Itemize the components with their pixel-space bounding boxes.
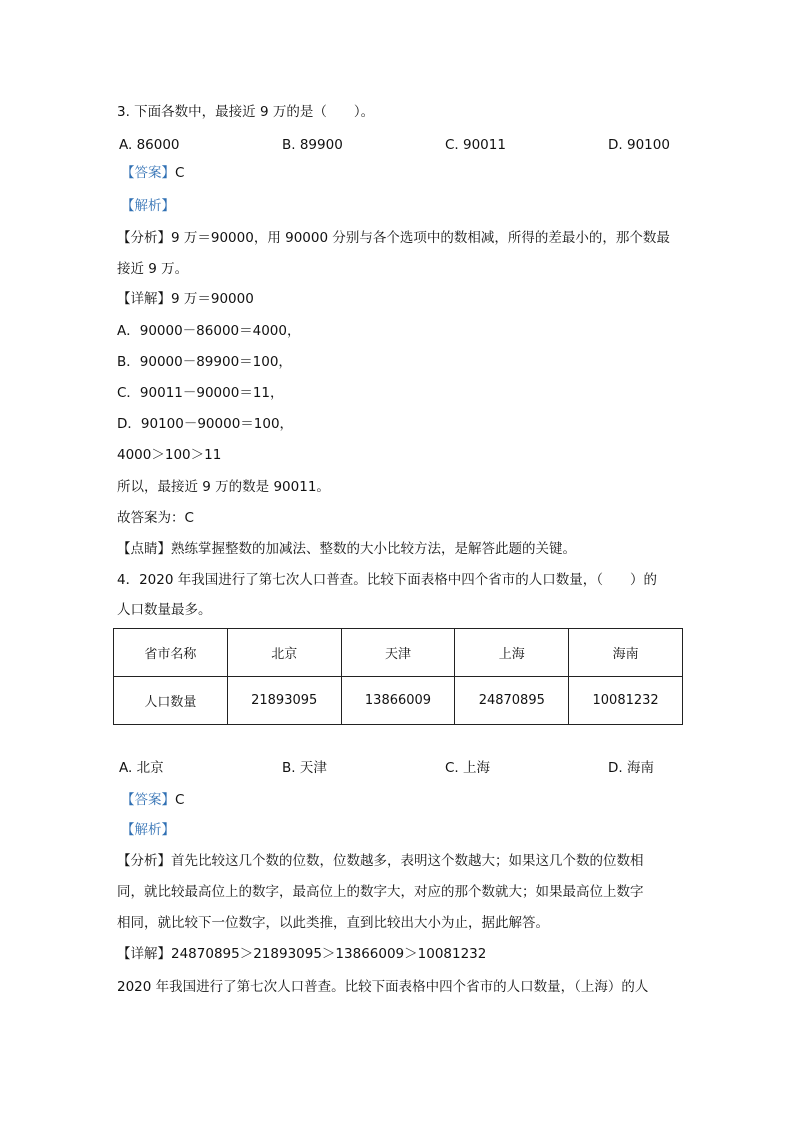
answer-value: C — [175, 792, 185, 808]
q3-xiangjie-5: D．90100－90000＝100， — [117, 416, 294, 432]
table-row — [114, 677, 683, 725]
q3-dianjing: 【点睛】熟练掌握整数的加减法、整数的大小比较方法，是解答此题的关键。 — [117, 541, 576, 557]
q3-xiangjie-7: 所以，最接近 9 万的数是 90011。 — [117, 479, 330, 495]
q4-option-c: C. 上海 — [445, 760, 491, 776]
q3-option-b: B. 89900 — [282, 137, 343, 153]
q4-stem-2: 人口数量最多。 — [117, 602, 212, 618]
q4-fenxi-2: 同，就比较最高位上的数字，最高位上的数字大，对应的那个数就大；如果最高位上数字 — [117, 884, 644, 900]
table-cell: 21893095 — [227, 677, 341, 725]
answer-value: C — [175, 165, 185, 181]
q4-option-b: B. 天津 — [282, 760, 327, 776]
table-cell: 13866009 — [341, 677, 455, 725]
q3-xiangjie-6: 4000＞100＞11 — [117, 447, 222, 463]
table-cell: 10081232 — [569, 677, 683, 725]
q4-xiangjie: 【详解】24870895＞21893095＞13866009＞10081232 — [117, 946, 487, 962]
q3-xiangjie-3: B．90000－89900＝100， — [117, 354, 292, 370]
table-cell: 北京 — [227, 629, 341, 677]
q3-fenxi-1: 【分析】9 万＝90000，用 90000 分别与各个选项中的数相减，所得的差最小的，那个数最 — [117, 230, 670, 246]
q4-option-a: A. 北京 — [119, 760, 164, 776]
q4-analysis-label: 【解析】 — [121, 822, 175, 838]
q4-option-d: D. 海南 — [608, 760, 654, 776]
table-cell: 上海 — [455, 629, 569, 677]
q3-analysis-label: 【解析】 — [121, 198, 175, 214]
q4-fenxi-1: 【分析】首先比较这几个数的位数，位数越多，表明这个数越大；如果这几个数的位数相 — [117, 853, 644, 869]
answer-label: 【答案】 — [121, 165, 175, 181]
q3-stem: 3. 下面各数中，最接近 9 万的是（ ）。 — [117, 104, 375, 120]
q4-conclusion: 2020 年我国进行了第七次人口普查。比较下面表格中四个省市的人口数量，（上海）的人 — [117, 979, 649, 995]
q3-xiangjie-1: 【详解】9 万＝90000 — [117, 291, 254, 307]
q3-xiangjie-8: 故答案为：C — [117, 510, 194, 526]
table-header-row — [114, 629, 683, 677]
table-cell: 24870895 — [455, 677, 569, 725]
q3-option-a: A. 86000 — [119, 137, 180, 153]
q4-stem-1: 4．2020 年我国进行了第七次人口普查。比较下面表格中四个省市的人口数量，（ ）的 — [117, 572, 657, 588]
table-cell: 省市名称 — [114, 629, 228, 677]
q3-xiangjie-4: C．90011－90000＝11， — [117, 385, 284, 401]
answer-label: 【答案】 — [121, 792, 175, 808]
q4-answer — [121, 790, 184, 810]
table-cell: 人口数量 — [114, 677, 228, 725]
q3-answer — [121, 163, 184, 183]
q4-fenxi-3: 相同，就比较下一位数字，以此类推，直到比较出大小为止，据此解答。 — [117, 915, 549, 931]
q3-option-c: C. 90011 — [445, 137, 506, 153]
q3-xiangjie-2: A．90000－86000＝4000， — [117, 323, 301, 339]
q3-option-d: D. 90100 — [608, 137, 670, 153]
q3-fenxi-2: 接近 9 万。 — [117, 261, 189, 277]
population-table — [113, 628, 683, 725]
table-cell: 海南 — [569, 629, 683, 677]
table-cell: 天津 — [341, 629, 455, 677]
